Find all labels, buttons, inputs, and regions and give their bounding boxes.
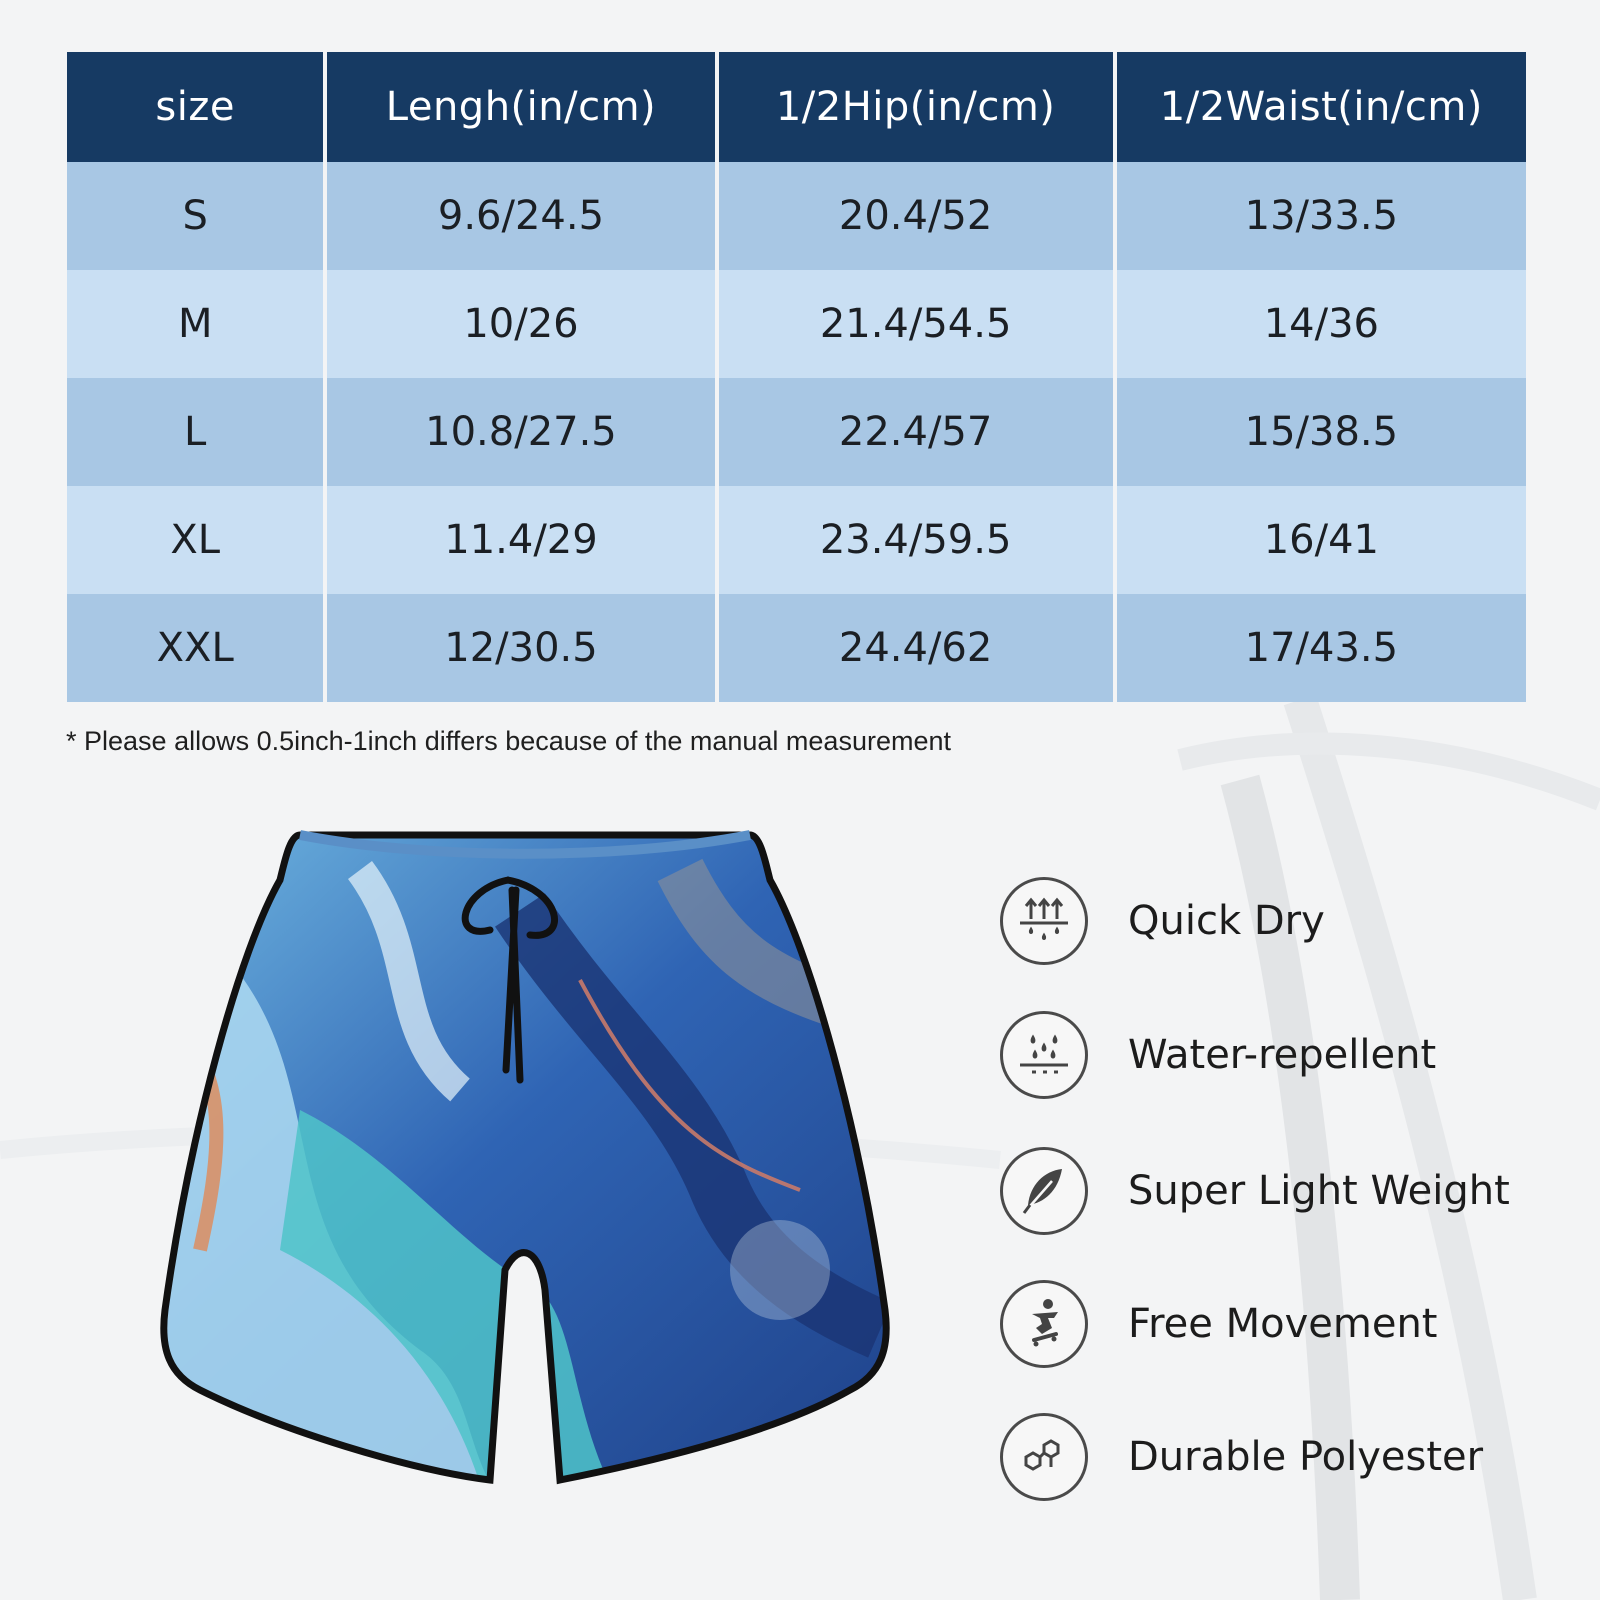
feature-water-repellent bbox=[1000, 1007, 1560, 1103]
cell-half-waist: 16/41 bbox=[1117, 486, 1526, 594]
table-row bbox=[67, 594, 1526, 702]
table-row bbox=[67, 378, 1526, 486]
feature-durable-polyester bbox=[1000, 1409, 1560, 1505]
table-row bbox=[67, 486, 1526, 594]
cell-half-hip: 23.4/59.5 bbox=[719, 486, 1113, 594]
cell-length: 11.4/29 bbox=[327, 486, 714, 594]
header-length: Lengh(in/cm) bbox=[327, 52, 714, 162]
feature-label: Free Movement bbox=[1128, 1301, 1438, 1347]
cell-length: 10.8/27.5 bbox=[327, 378, 714, 486]
feather-icon bbox=[1000, 1147, 1088, 1235]
shorts-product-image bbox=[160, 830, 910, 1520]
cell-half-waist: 15/38.5 bbox=[1117, 378, 1526, 486]
quick-dry-icon bbox=[1000, 877, 1088, 965]
cell-half-waist: 17/43.5 bbox=[1117, 594, 1526, 702]
feature-label: Water-repellent bbox=[1128, 1032, 1437, 1078]
measurement-note: * Please allows 0.5inch-1inch differs because of the manual measurement bbox=[66, 726, 952, 756]
feature-light-weight bbox=[1000, 1143, 1560, 1239]
cell-size: L bbox=[67, 378, 323, 486]
water-drops-icon bbox=[1000, 1011, 1088, 1099]
cell-size: M bbox=[67, 270, 323, 378]
feature-label: Super Light Weight bbox=[1128, 1168, 1510, 1214]
cell-half-hip: 24.4/62 bbox=[719, 594, 1113, 702]
cell-half-waist: 14/36 bbox=[1117, 270, 1526, 378]
cell-length: 9.6/24.5 bbox=[327, 162, 714, 270]
feature-label: Quick Dry bbox=[1128, 898, 1325, 944]
table-row bbox=[67, 270, 1526, 378]
cell-half-hip: 22.4/57 bbox=[719, 378, 1113, 486]
cell-half-hip: 21.4/54.5 bbox=[719, 270, 1113, 378]
skater-icon bbox=[1000, 1280, 1088, 1368]
cell-length: 12/30.5 bbox=[327, 594, 714, 702]
header-half-hip: 1/2Hip(in/cm) bbox=[719, 52, 1113, 162]
table-header-row bbox=[67, 52, 1526, 162]
feature-free-movement bbox=[1000, 1276, 1560, 1372]
cell-half-hip: 20.4/52 bbox=[719, 162, 1113, 270]
size-chart-table bbox=[63, 52, 1530, 702]
cell-size: XL bbox=[67, 486, 323, 594]
cell-half-waist: 13/33.5 bbox=[1117, 162, 1526, 270]
header-size: size bbox=[67, 52, 323, 162]
cell-length: 10/26 bbox=[327, 270, 714, 378]
feature-label: Durable Polyester bbox=[1128, 1434, 1484, 1480]
hexagon-molecule-icon bbox=[1000, 1413, 1088, 1501]
header-half-waist: 1/2Waist(in/cm) bbox=[1117, 52, 1526, 162]
table-row bbox=[67, 162, 1526, 270]
cell-size: S bbox=[67, 162, 323, 270]
cell-size: XXL bbox=[67, 594, 323, 702]
feature-quick-dry bbox=[1000, 873, 1560, 969]
